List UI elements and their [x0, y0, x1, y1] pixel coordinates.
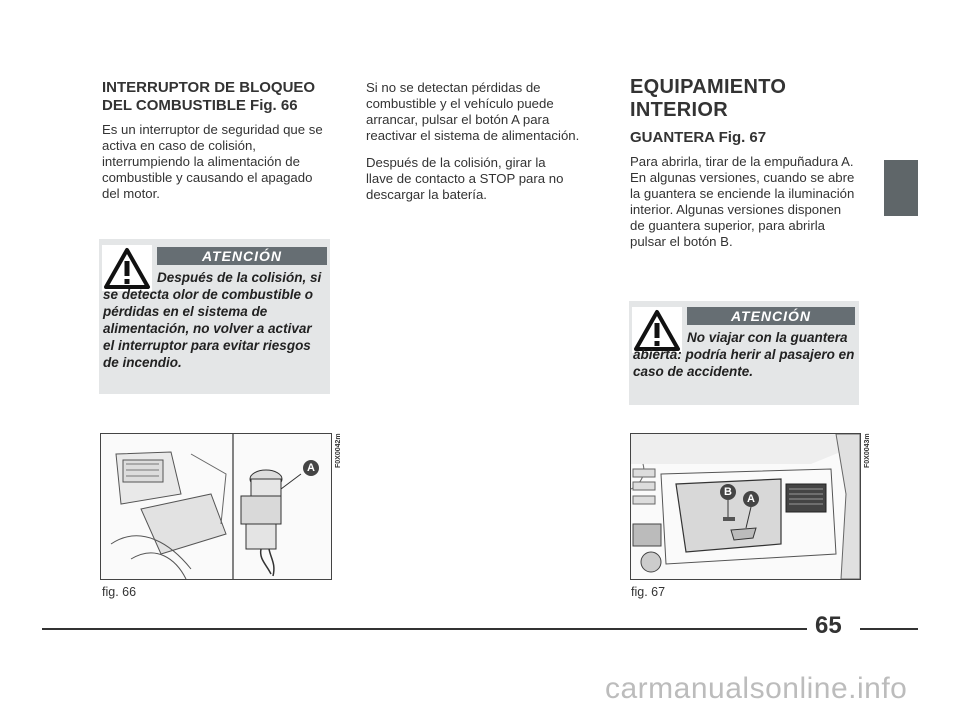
figure-caption: fig. 66 — [102, 585, 137, 599]
figure-code: F0X0042m — [335, 433, 342, 468]
heading-line-1: INTERRUPTOR DE BLOQUEO — [102, 79, 316, 96]
glovebox-paragraph: Para abrirla, tirar de la empuñadura A. En algunas versiones, cuando se abre la guantera se enciende la iluminación interior. Algunas versiones disponen de guantera superior, para abrirla pulsar el botón B. — [630, 154, 855, 249]
warning-text: No viajar con la guantera abierta: podría herir al pasajero en caso de accidente. — [633, 330, 855, 379]
section-tab-marker — [884, 160, 918, 216]
subheading-glovebox: GUANTERA Fig. 67 — [630, 129, 767, 146]
footer-rule-left — [42, 628, 807, 630]
figure-66 — [100, 433, 332, 580]
callout-a-label: A — [307, 462, 315, 474]
warning-title: ATENCIÓN — [687, 307, 855, 325]
figure-code: F0X0043m — [864, 433, 871, 468]
warning-box-glovebox — [629, 301, 859, 405]
watermark: carmanualsonline.info — [605, 672, 908, 705]
page-number: 65 — [815, 612, 842, 639]
section-heading-interior — [630, 76, 860, 122]
warning-title: ATENCIÓN — [157, 247, 327, 265]
footer-rule-right — [860, 628, 918, 630]
callout-a-label: A — [747, 493, 755, 505]
heading-line-1: EQUIPAMIENTO — [630, 76, 787, 98]
figure-caption: fig. 67 — [631, 585, 666, 599]
section-heading-fuel-cutoff — [102, 79, 342, 115]
warning-text: Después de la colisión, si se detecta olor de combustible o pérdidas en el sistema de alimentación, no volver a activar el interruptor para evitar riesgos de incendio. — [103, 270, 322, 370]
reactivate-paragraph: Si no se detectan pérdidas de combustible y el vehículo puede arrancar, pulsar el botón A para reactivar el sistema de alimentación. — [366, 80, 580, 143]
fuel-cutoff-paragraph: Es un interruptor de seguridad que se activa en caso de colisión, interrumpiendo la alimentación de combustible y causando el apagado del motor. — [102, 122, 323, 201]
battery-paragraph: Después de la colisión, girar la llave de contacto a STOP para no descargar la batería. — [366, 155, 564, 202]
callout-b-label: B — [724, 486, 732, 498]
fuel-cutoff-illustration — [101, 434, 331, 579]
heading-line-2: DEL COMBUSTIBLE Fig. 66 — [102, 97, 298, 114]
warning-box-fuel — [99, 239, 330, 394]
heading-line-2: INTERIOR — [630, 99, 728, 121]
figure-67 — [630, 433, 861, 580]
